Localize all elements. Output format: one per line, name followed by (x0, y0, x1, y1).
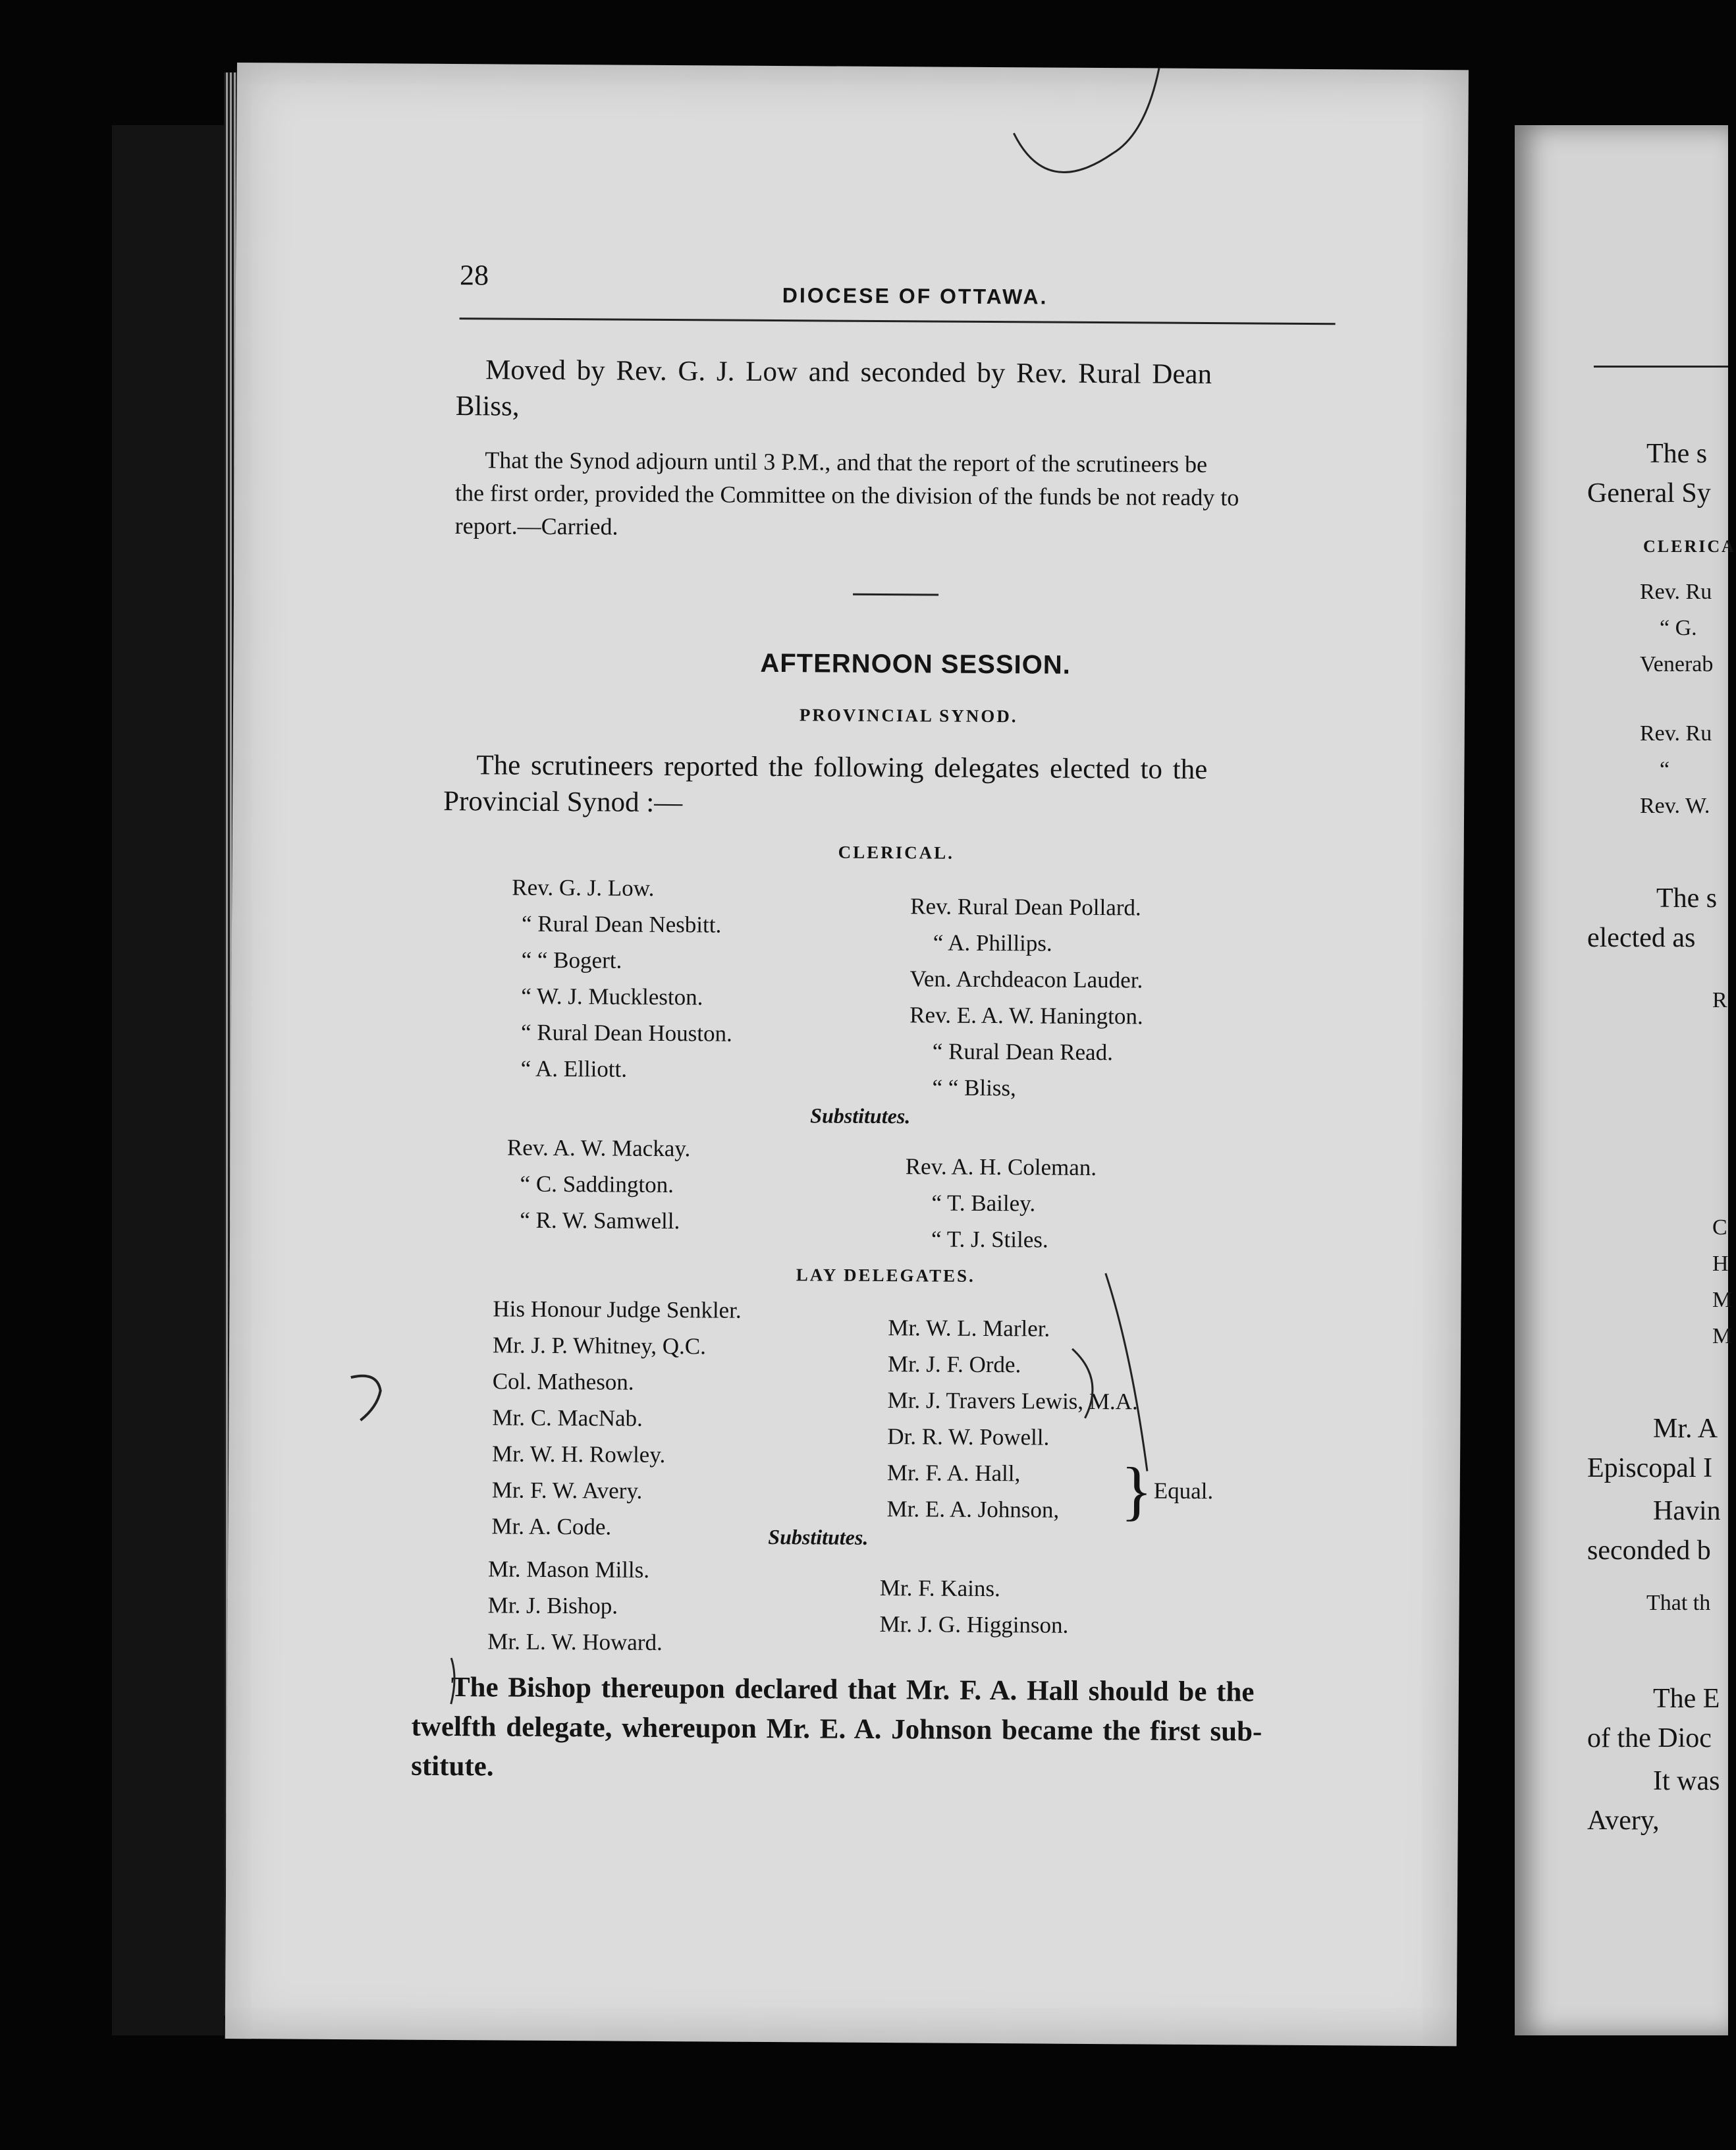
lay-sub-left-2: Mr. J. Bishop. (487, 1592, 618, 1619)
clerical-sub-left-3: “ R. W. Samwell. (520, 1207, 680, 1234)
clerical-right-3: Ven. Archdeacon Lauder. (909, 966, 1143, 993)
clerical-left-6: “ A. Elliott. (520, 1055, 628, 1082)
clerical-left-5: “ Rural Dean Houston. (520, 1019, 732, 1047)
lay-right-4: Dr. R. W. Powell. (887, 1423, 1050, 1450)
left-page-edge (112, 125, 224, 2035)
resolution-line-1: That the Synod adjourn until 3 P.M., and that the report of the scrutineers be (485, 447, 1208, 478)
right-page-line-24: It was (1653, 1766, 1720, 1796)
clerical-right-4: Rev. E. A. W. Hanington. (909, 1002, 1143, 1030)
right-page-line-16: M (1712, 1324, 1733, 1348)
lay-left-1: His Honour Judge Senkler. (493, 1296, 742, 1323)
right-page-line-12: R (1712, 988, 1727, 1012)
lay-right-3: Mr. J. Travers Lewis, M.A. (887, 1387, 1138, 1415)
right-page-line-6: Venerab (1640, 652, 1714, 676)
lay-sub-left-3: Mr. L. W. Howard. (487, 1628, 663, 1655)
right-page-line-9: Rev. W. (1640, 794, 1710, 818)
intro-line-2: Provincial Synod :— (443, 785, 683, 819)
equal-brace-icon: } (1120, 1454, 1153, 1528)
clerical-left-4: “ W. J. Muckleston. (521, 983, 703, 1010)
motion-line-2: Bliss, (455, 391, 520, 422)
lay-left-7: Mr. A. Code. (491, 1513, 612, 1540)
right-page-line-18: Episcopal I (1587, 1453, 1713, 1483)
lay-left-3: Col. Matheson. (492, 1368, 634, 1395)
lay-left-6: Mr. F. W. Avery. (491, 1477, 643, 1504)
right-page-line-20: seconded b (1587, 1535, 1711, 1566)
lay-sub-left-1: Mr. Mason Mills. (487, 1556, 650, 1583)
clerical-heading: CLERICAL. (838, 842, 955, 863)
clerical-sub-left-2: “ C. Saddington. (520, 1171, 674, 1198)
right-page-line-11: elected as (1587, 923, 1696, 953)
clerical-left-3: “ “ Bogert. (521, 947, 622, 974)
right-page-line-23: of the Dioc (1587, 1723, 1712, 1753)
right-page-line-8: “ (1660, 758, 1670, 782)
clerical-right-2: “ A. Phillips. (933, 929, 1052, 956)
clerical-left-2: “ Rural Dean Nesbitt. (521, 910, 722, 938)
right-page-line-15: M (1712, 1288, 1733, 1312)
right-page-line-17: Mr. A (1653, 1414, 1718, 1444)
motion-line-1: Moved by Rev. G. J. Low and seconded by Rev. Rural Dean (485, 354, 1212, 391)
clerical-right-6: “ “ Bliss, (932, 1074, 1016, 1101)
closing-line-3: stitute. (411, 1750, 494, 1782)
clerical-sub-right-3: “ T. J. Stiles. (931, 1226, 1048, 1253)
lay-sub-right-1: Mr. F. Kains. (879, 1575, 1000, 1602)
right-page-line-3: CLERICA (1643, 537, 1736, 556)
intro-line-1: The scrutineers reported the following delegates elected to the (476, 750, 1208, 786)
clerical-right-5: “ Rural Dean Read. (932, 1038, 1114, 1066)
equal-label: Equal. (1153, 1477, 1214, 1504)
right-page-line-10: The s (1656, 883, 1718, 914)
page-number: 28 (459, 259, 489, 292)
right-page-line-22: The E (1653, 1684, 1720, 1714)
resolution-line-2: the first order, provided the Committee on the division of the funds be not ready to (454, 480, 1239, 511)
right-page (1515, 125, 1736, 2035)
right-page-line-19: Havin (1653, 1496, 1721, 1526)
clerical-sub-left-1: Rev. A. W. Mackay. (506, 1134, 691, 1162)
right-page-line-5: “ G. (1660, 616, 1697, 640)
clerical-sub-right-2: “ T. Bailey. (931, 1190, 1036, 1217)
running-title: DIOCESE OF OTTAWA. (782, 283, 1048, 309)
right-page-line-2: General Sy (1587, 478, 1711, 509)
resolution-line-3: report.—Carried. (454, 512, 618, 540)
closing-line-2: twelfth delegate, whereupon Mr. E. A. Johnson became the first sub- (411, 1711, 1262, 1748)
lay-left-2: Mr. J. P. Whitney, Q.C. (492, 1332, 707, 1360)
lay-right-1: Mr. W. L. Marler. (888, 1315, 1050, 1342)
closing-line-1: The Bishop thereupon declared that Mr. F. A. Hall should be the (450, 1672, 1255, 1708)
lay-right-5: Mr. F. A. Hall, (886, 1460, 1021, 1487)
right-page-line-1: The s (1646, 439, 1708, 469)
right-page-rule (1594, 366, 1728, 368)
lay-sub-right-2: Mr. J. G. Higginson. (879, 1611, 1069, 1638)
lay-right-6: Mr. E. A. Johnson, (886, 1496, 1060, 1523)
right-page-line-7: Rev. Ru (1640, 721, 1712, 746)
right-page-line-4: Rev. Ru (1640, 580, 1712, 604)
clerical-sub-right-1: Rev. A. H. Coleman. (905, 1153, 1097, 1181)
lay-left-5: Mr. W. H. Rowley. (491, 1441, 666, 1468)
right-page-line-25: Avery, (1587, 1805, 1660, 1836)
right-page-line-21: That th (1646, 1591, 1711, 1615)
pencil-annotations-icon (225, 63, 1469, 2046)
clerical-left-1: Rev. G. J. Low. (512, 874, 655, 901)
afternoon-heading: AFTERNOON SESSION. (760, 648, 1071, 680)
lay-delegates-heading: LAY DELEGATES. (796, 1265, 975, 1286)
right-page-line-13: C (1712, 1215, 1727, 1240)
clerical-substitutes-heading: Substitutes. (810, 1103, 911, 1128)
provincial-synod-subheading: PROVINCIAL SYNOD. (799, 705, 1018, 727)
lay-left-4: Mr. C. MacNab. (492, 1404, 643, 1431)
clerical-right-1: Rev. Rural Dean Pollard. (910, 893, 1141, 921)
lay-substitutes-heading: Substitutes. (768, 1524, 869, 1549)
right-page-line-14: H (1712, 1252, 1729, 1276)
main-page (225, 63, 1469, 2046)
lay-right-2: Mr. J. F. Orde. (887, 1351, 1021, 1378)
